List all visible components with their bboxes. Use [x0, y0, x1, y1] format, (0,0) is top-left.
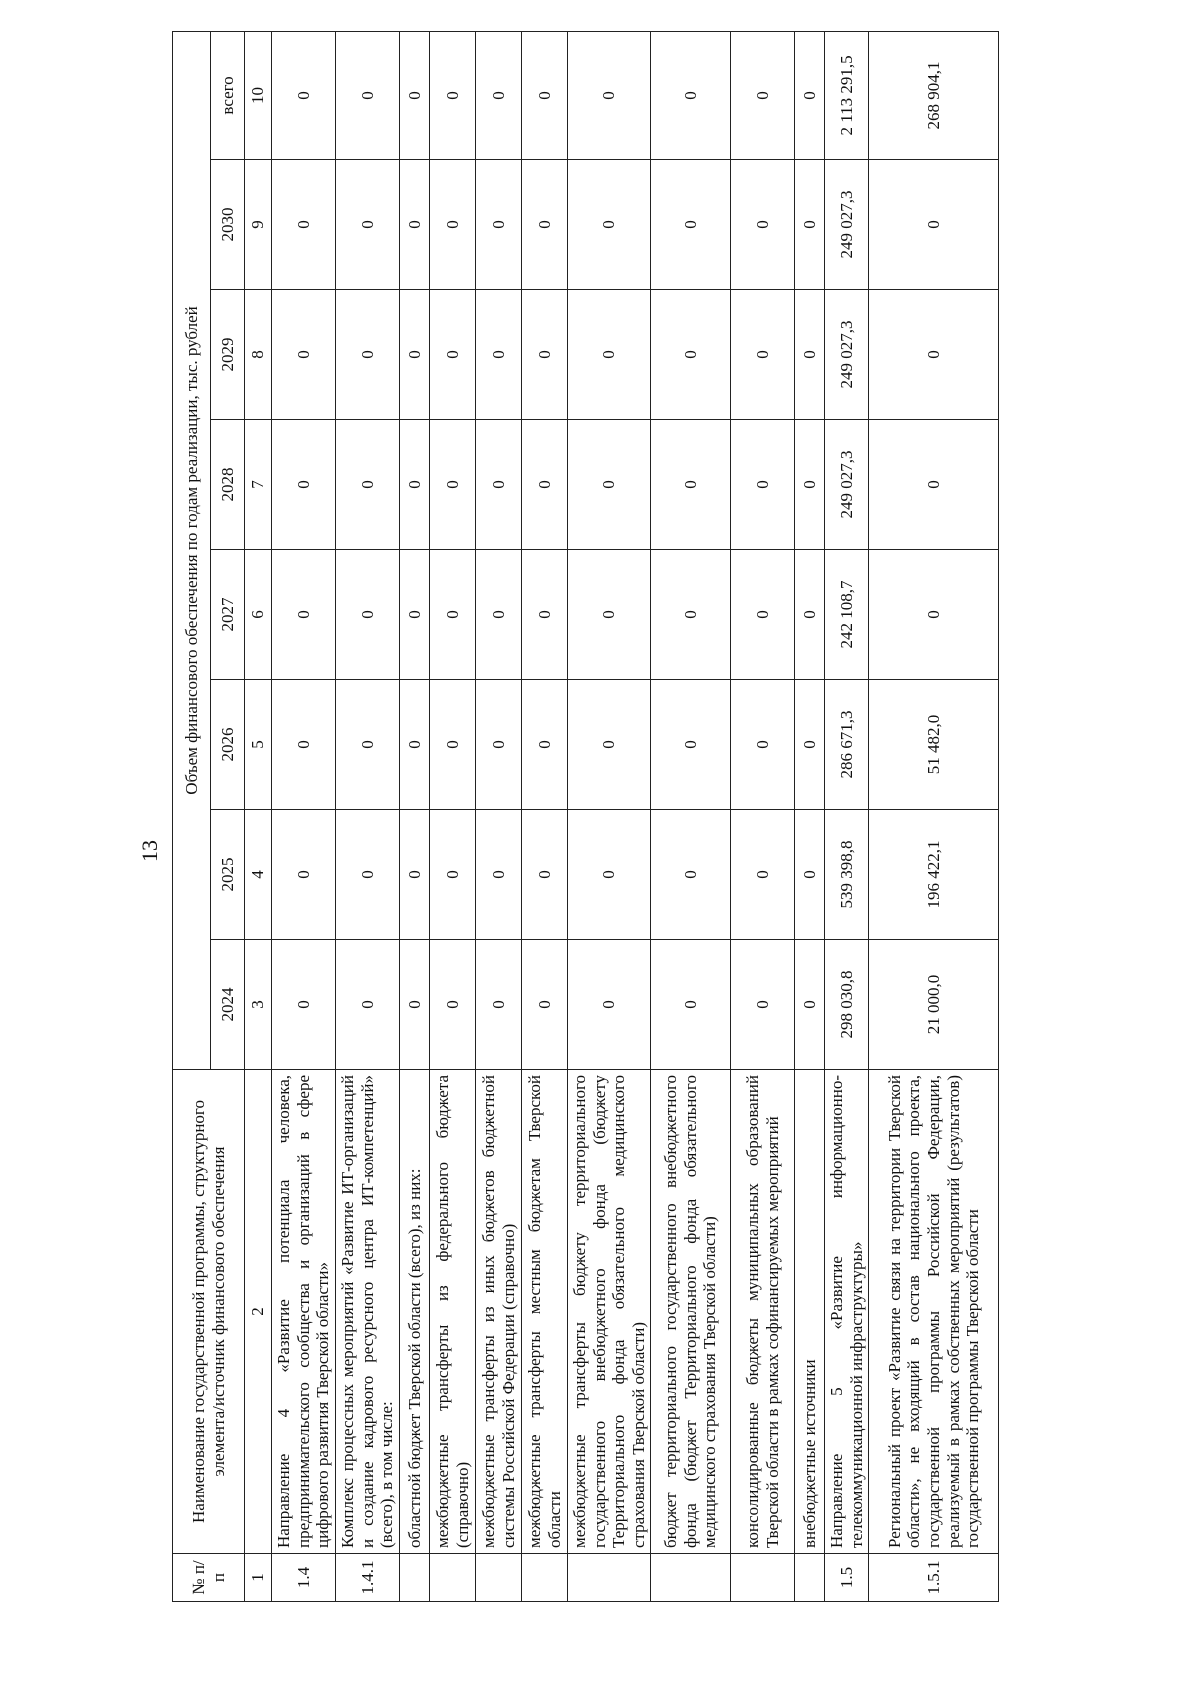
table-row: [272, 31, 336, 1601]
row-value: 0: [400, 420, 430, 550]
row-value: 0: [651, 160, 731, 290]
row-value: 2 113 291,5: [825, 31, 869, 159]
row-name: областной бюджет Тверской области (всего), из них:: [400, 1070, 430, 1554]
row-value: 0: [400, 940, 430, 1070]
row-value: 0: [400, 31, 430, 159]
header-year: 2026: [211, 680, 245, 810]
table-row: [430, 31, 476, 1601]
row-value: 0: [400, 290, 430, 420]
row-value: 0: [651, 940, 731, 1070]
row-value: 51 482,0: [869, 680, 999, 810]
row-value: 0: [430, 680, 476, 810]
row-value: 0: [731, 810, 795, 940]
row-value: 0: [522, 420, 568, 550]
row-index: [651, 1554, 731, 1602]
row-value: 0: [400, 810, 430, 940]
row-value: 0: [795, 680, 825, 810]
column-number: 7: [245, 420, 272, 550]
row-value: 0: [568, 680, 651, 810]
row-value: 0: [430, 550, 476, 680]
column-number: 5: [245, 680, 272, 810]
row-value: 0: [522, 810, 568, 940]
row-value: 0: [522, 680, 568, 810]
row-value: 0: [869, 160, 999, 290]
row-index: [795, 1554, 825, 1602]
row-value: 0: [522, 940, 568, 1070]
row-value: 0: [731, 680, 795, 810]
row-value: 0: [476, 810, 522, 940]
row-name: внебюджетные источники: [795, 1070, 825, 1554]
row-value: 0: [731, 550, 795, 680]
row-value: 0: [272, 940, 336, 1070]
row-index: [522, 1554, 568, 1602]
row-value: 0: [430, 940, 476, 1070]
row-index: 1.5.1: [869, 1554, 999, 1602]
page-number: 13: [137, 840, 162, 862]
header-year: 2025: [211, 810, 245, 940]
header-year: 2024: [211, 940, 245, 1070]
row-value: 0: [651, 420, 731, 550]
table-row: [522, 31, 568, 1601]
row-name: Направление 5 «Развитие информационно-телекоммуникационной инфраструктуры»: [825, 1070, 869, 1554]
row-value: 0: [336, 290, 400, 420]
row-value: 0: [568, 940, 651, 1070]
row-index: 1.4: [272, 1554, 336, 1602]
row-value: 0: [568, 31, 651, 159]
row-value: 0: [272, 420, 336, 550]
row-value: 0: [568, 290, 651, 420]
row-value: 286 671,3: [825, 680, 869, 810]
row-name: межбюджетные трансферты местным бюджетам Тверской области: [522, 1070, 568, 1554]
header-year: 2027: [211, 550, 245, 680]
row-value: 0: [795, 290, 825, 420]
table-row: [336, 31, 400, 1601]
row-value: 0: [336, 420, 400, 550]
row-value: 0: [869, 290, 999, 420]
financing-table: [172, 31, 999, 1602]
row-value: 0: [272, 550, 336, 680]
row-value: 0: [568, 810, 651, 940]
row-value: 0: [651, 680, 731, 810]
table-row: [651, 31, 731, 1601]
row-value: 0: [731, 31, 795, 159]
row-index: 1.5: [825, 1554, 869, 1602]
row-value: 0: [651, 290, 731, 420]
row-value: 0: [430, 160, 476, 290]
row-value: 0: [795, 420, 825, 550]
row-index: [731, 1554, 795, 1602]
row-value: 0: [651, 31, 731, 159]
row-value: 0: [568, 550, 651, 680]
row-value: 0: [336, 160, 400, 290]
column-number: 6: [245, 550, 272, 680]
row-value: 0: [272, 160, 336, 290]
header-year: 2029: [211, 290, 245, 420]
row-value: 0: [476, 160, 522, 290]
row-value: 0: [731, 420, 795, 550]
row-value: 0: [476, 290, 522, 420]
row-value: 0: [336, 810, 400, 940]
table-row: [400, 31, 430, 1601]
row-value: 0: [522, 550, 568, 680]
row-value: 0: [272, 31, 336, 159]
column-number: 8: [245, 290, 272, 420]
row-value: 0: [869, 420, 999, 550]
row-name: Комплекс процессных мероприятий «Развитие ИТ-организаций и создание кадрового ресурсного центра ИТ-компетенций» (всего), в том числе:: [336, 1070, 400, 1554]
row-value: 0: [795, 810, 825, 940]
row-value: 0: [272, 290, 336, 420]
row-value: 0: [336, 940, 400, 1070]
row-name: бюджет территориального государственного внебюджетного фонда (бюджет Территориального фонда обязательного медицинского страхования Тверской области): [651, 1070, 731, 1554]
header-year: 2030: [211, 160, 245, 290]
row-value: 0: [272, 680, 336, 810]
row-value: 0: [476, 31, 522, 159]
row-value: 196 422,1: [869, 810, 999, 940]
column-number: 2: [245, 1070, 272, 1554]
row-value: 0: [400, 680, 430, 810]
row-value: 0: [795, 160, 825, 290]
row-index: [568, 1554, 651, 1602]
row-value: 242 108,7: [825, 550, 869, 680]
row-value: 0: [522, 290, 568, 420]
row-value: 0: [522, 160, 568, 290]
table-row: [731, 31, 795, 1601]
row-name: межбюджетные трансферты бюджету территориального государственного внебюджетного фонда (бюджету Территориального фонда обязательного медицинского страхования Тверской области): [568, 1070, 651, 1554]
row-value: 0: [568, 420, 651, 550]
row-value: 0: [476, 420, 522, 550]
column-number: 1: [245, 1554, 272, 1602]
row-name: Региональный проект «Развитие связи на территории Тверской области», не входящий в состав национального проекта, государственной программы Российской Федерации, реализуемый в рамках собственных мероприятий (результатов) государственной программы Тверской области: [869, 1070, 999, 1554]
header-index: № п/п: [173, 1554, 245, 1602]
row-name: межбюджетные трансферты из иных бюджетов бюджетной системы Российской Федерации (справочно): [476, 1070, 522, 1554]
row-value: 0: [795, 940, 825, 1070]
column-number: 4: [245, 810, 272, 940]
column-number: 10: [245, 31, 272, 159]
row-value: 0: [651, 810, 731, 940]
row-value: 21 000,0: [869, 940, 999, 1070]
row-index: [400, 1554, 430, 1602]
row-value: 0: [336, 31, 400, 159]
row-value: 0: [731, 290, 795, 420]
row-name: межбюджетные трансферты из федерального бюджета (справочно): [430, 1070, 476, 1554]
row-value: 0: [430, 31, 476, 159]
row-name: Направление 4 «Развитие потенциала человека, предпринимательского сообщества и организаций в сфере цифрового развития Тверской области»: [272, 1070, 336, 1554]
column-number: 9: [245, 160, 272, 290]
row-value: 0: [795, 550, 825, 680]
row-value: 0: [272, 810, 336, 940]
row-value: 0: [731, 940, 795, 1070]
row-value: 0: [476, 940, 522, 1070]
row-value: 0: [568, 160, 651, 290]
row-index: [430, 1554, 476, 1602]
header-group-title: Объем финансового обеспечения по годам реализации, тыс. рублей: [173, 31, 211, 1069]
row-value: 0: [430, 290, 476, 420]
column-number: 3: [245, 940, 272, 1070]
row-value: 0: [731, 160, 795, 290]
table-row: [476, 31, 522, 1601]
row-name: консолидированные бюджеты муниципальных образований Тверской области в рамках софинансируемых мероприятий: [731, 1070, 795, 1554]
header-name: Наименование государственной программы, структурного элемента/источник финансового обеспечения: [173, 1070, 245, 1554]
header-year: всего: [211, 31, 245, 159]
row-value: 0: [430, 420, 476, 550]
row-value: 0: [400, 160, 430, 290]
table-row: [825, 31, 869, 1601]
row-value: 249 027,3: [825, 290, 869, 420]
row-value: 0: [476, 550, 522, 680]
row-value: 539 398,8: [825, 810, 869, 940]
row-value: 0: [522, 31, 568, 159]
table-row: [869, 31, 999, 1601]
row-index: 1.4.1: [336, 1554, 400, 1602]
row-value: 0: [336, 550, 400, 680]
row-value: 0: [430, 810, 476, 940]
header-year: 2028: [211, 420, 245, 550]
row-value: 0: [651, 550, 731, 680]
row-value: 298 030,8: [825, 940, 869, 1070]
row-value: 0: [400, 550, 430, 680]
row-index: [476, 1554, 522, 1602]
row-value: 0: [795, 31, 825, 159]
row-value: 249 027,3: [825, 160, 869, 290]
row-value: 268 904,1: [869, 31, 999, 159]
row-value: 249 027,3: [825, 420, 869, 550]
row-value: 0: [476, 680, 522, 810]
table-row: [568, 31, 651, 1601]
table-row: [795, 31, 825, 1601]
row-value: 0: [336, 680, 400, 810]
row-value: 0: [869, 550, 999, 680]
